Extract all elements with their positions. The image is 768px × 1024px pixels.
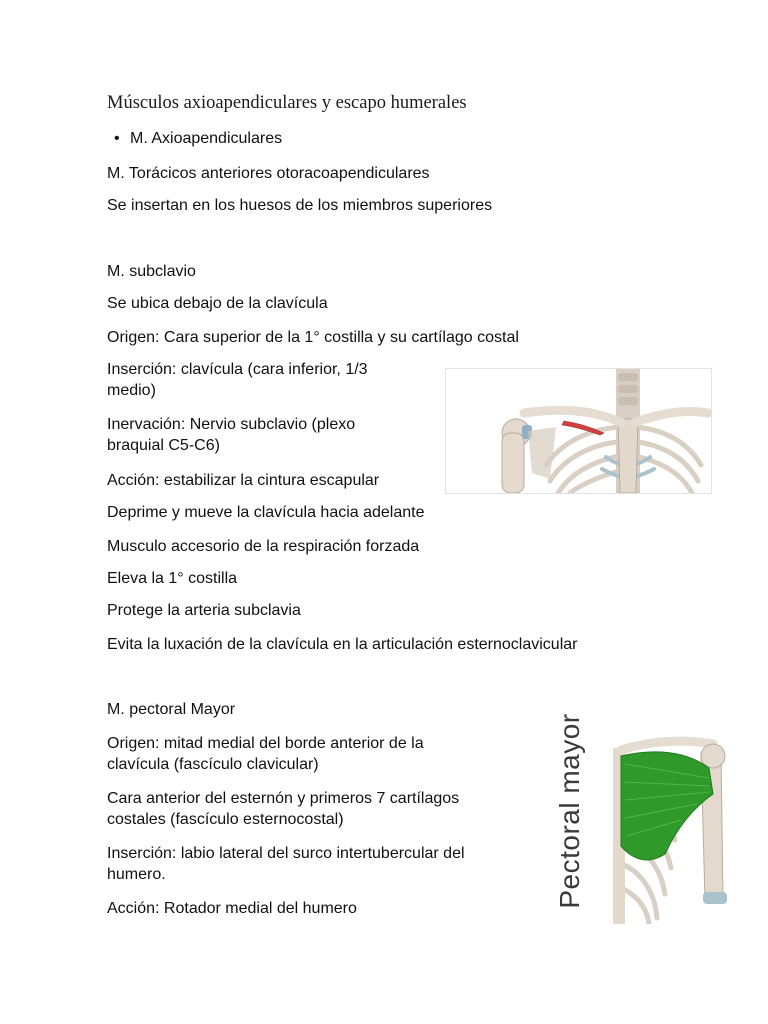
pectoral-insertion: Inserción: labio lateral del surco intertubercular del humero. bbox=[107, 845, 465, 883]
subclavio-origin: Origen: Cara superior de la 1° costilla y su cartílago costal bbox=[107, 329, 519, 346]
bullet-dot-icon: • bbox=[114, 130, 120, 147]
subclavio-location: Se ubica debajo de la clavícula bbox=[107, 295, 328, 312]
subclavio-heading: M. subclavio bbox=[107, 263, 196, 280]
subclavio-action-protect: Protege la arteria subclavia bbox=[107, 602, 301, 619]
group-heading: M. Torácicos anteriores otoracoapendiculares bbox=[107, 165, 430, 182]
page-title: Músculos axioapendiculares y escapo humerales bbox=[107, 93, 467, 113]
pectoral-action: Acción: Rotador medial del humero bbox=[107, 900, 357, 917]
pectoral-figure-label: Pectoral mayor bbox=[554, 713, 585, 909]
bullet-axioapendiculares bbox=[114, 130, 283, 148]
bullet-text: M. Axioapendiculares bbox=[130, 130, 283, 147]
subclavio-innervation: Inervación: Nervio subclavio (plexo braquial C5-C6) bbox=[107, 416, 356, 454]
subclavio-action-respiration: Musculo accesorio de la respiración forzada bbox=[107, 538, 420, 555]
group-description: Se insertan en los huesos de los miembros superiores bbox=[107, 197, 493, 214]
pectoral-illustration bbox=[517, 698, 732, 924]
subclavio-action-luxation: Evita la luxación de la clavícula en la articulación esternoclavicular bbox=[107, 636, 578, 653]
subclavio-insertion: Inserción: clavícula (cara inferior, 1/3 medio) bbox=[107, 361, 368, 399]
subclavio-action-elevate: Eleva la 1° costilla bbox=[107, 570, 238, 587]
subclavio-action: Acción: estabilizar la cintura escapular bbox=[107, 472, 380, 489]
pectoral-origin-sternum: Cara anterior del esternón y primeros 7 cartílagos costales (fascículo esternocostal) bbox=[107, 790, 460, 828]
pectoral-heading: M. pectoral Mayor bbox=[107, 701, 236, 718]
pectoral-origin: Origen: mitad medial del borde anterior de la clavícula (fascículo clavicular) bbox=[107, 735, 424, 773]
subclavio-action-depress: Deprime y mueve la clavícula hacia adelante bbox=[107, 504, 425, 521]
subclavio-illustration bbox=[445, 368, 712, 494]
